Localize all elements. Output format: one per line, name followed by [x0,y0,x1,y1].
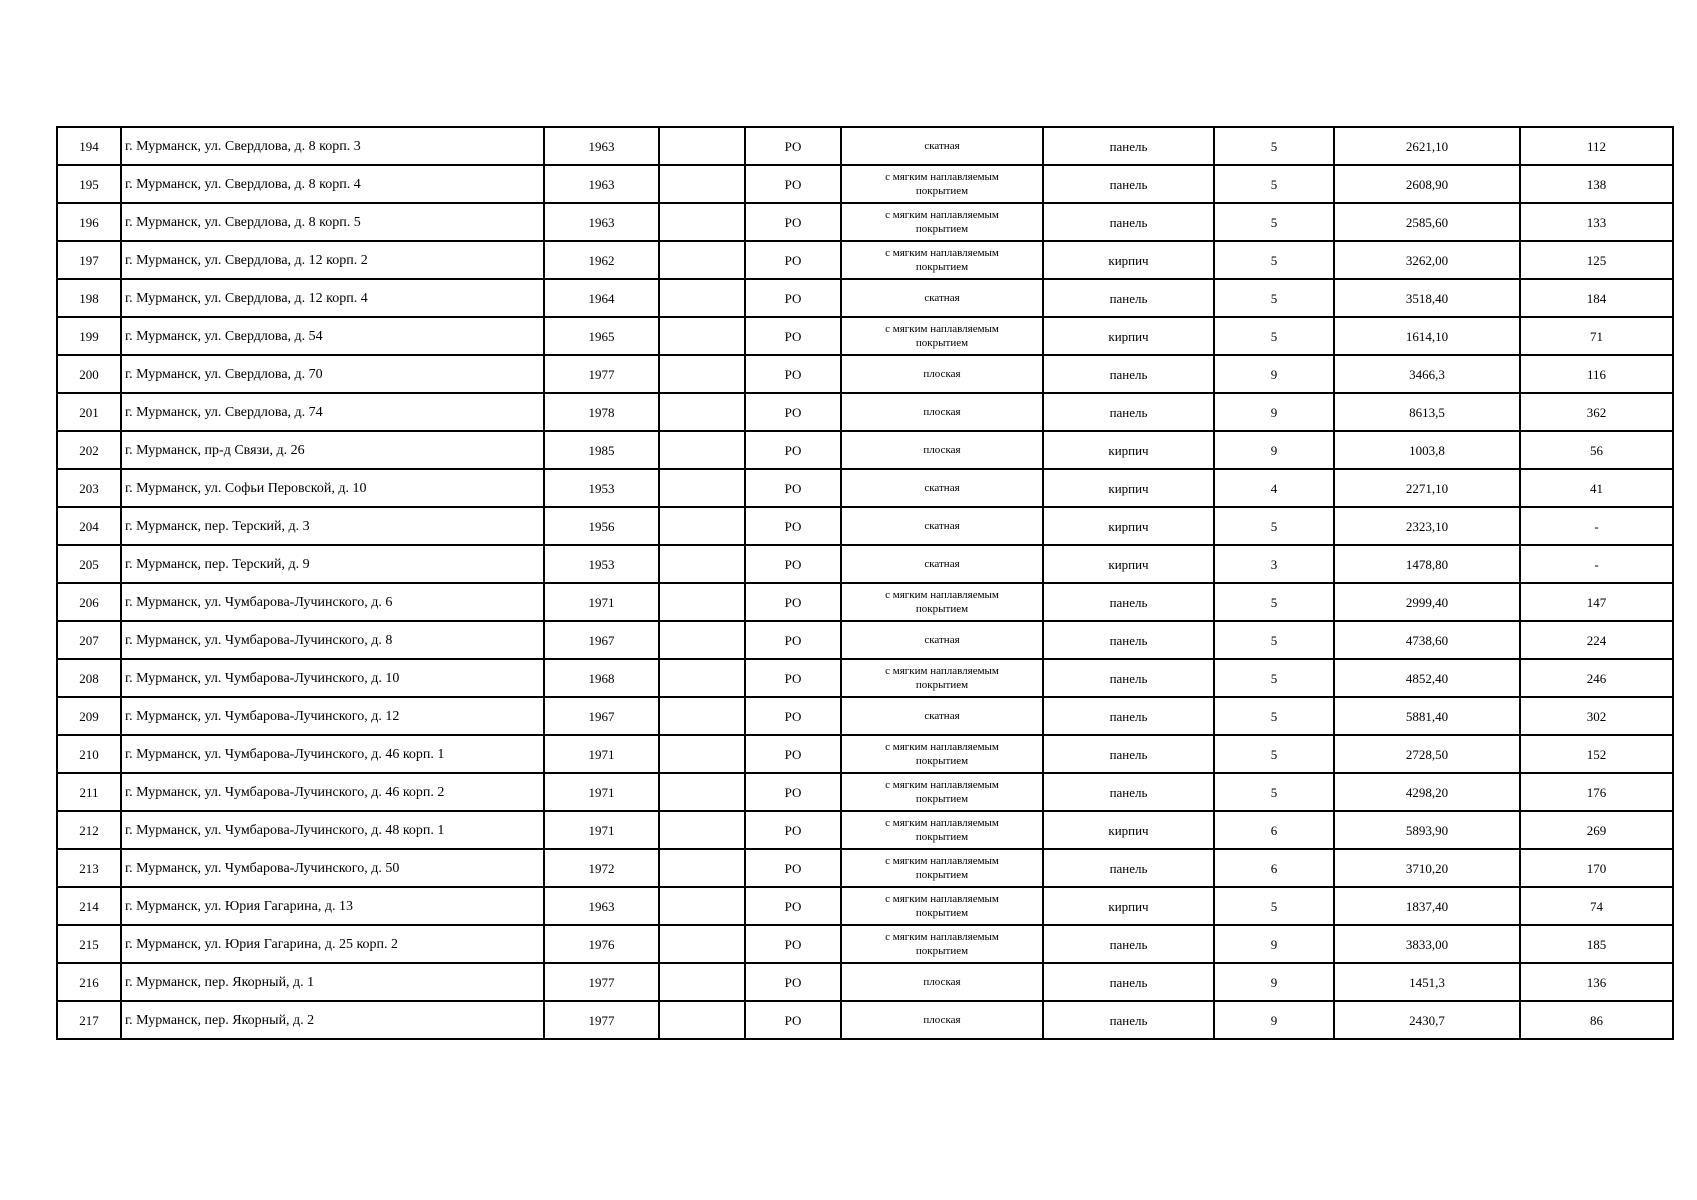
fund-method-cell: РО [745,811,841,849]
floors-cell: 3 [1214,545,1334,583]
address-cell: г. Мурманск, ул. Свердлова, д. 8 корп. 5 [121,203,544,241]
roof-type-text: плоская [923,444,961,456]
roof-type-text: с мягким наплавляемым покрытием [885,171,999,197]
fund-method-cell: РО [745,469,841,507]
blank-cell [659,393,745,431]
wall-material-cell: панель [1043,849,1214,887]
area-cell: 4298,20 [1334,773,1520,811]
fund-method-cell: РО [745,773,841,811]
residents-cell: 74 [1520,887,1673,925]
residents-cell: 152 [1520,735,1673,773]
area-cell: 2608,90 [1334,165,1520,203]
blank-cell [659,849,745,887]
blank-cell [659,583,745,621]
fund-method-cell: РО [745,507,841,545]
table-body [57,127,1673,1039]
area-cell: 3833,00 [1334,925,1520,963]
wall-material-cell: кирпич [1043,811,1214,849]
table-row [57,355,1673,393]
floors-cell: 6 [1214,849,1334,887]
address-cell: г. Мурманск, ул. Чумбарова-Лучинского, д. 46 корп. 1 [121,735,544,773]
blank-cell [659,317,745,355]
roof-type-cell [841,469,1043,507]
year-built-cell: 1965 [544,317,659,355]
roof-type-text: скатная [924,482,960,494]
floors-cell: 5 [1214,165,1334,203]
row-number-cell: 213 [57,849,121,887]
row-number-cell: 208 [57,659,121,697]
fund-method-cell: РО [745,431,841,469]
area-cell: 3710,20 [1334,849,1520,887]
roof-type-text: плоская [923,1014,961,1026]
blank-cell [659,659,745,697]
fund-method-cell: РО [745,317,841,355]
blank-cell [659,697,745,735]
area-cell: 2430,7 [1334,1001,1520,1039]
residents-cell: 302 [1520,697,1673,735]
roof-type-cell [841,583,1043,621]
blank-cell [659,279,745,317]
roof-type-cell [841,203,1043,241]
address-cell: г. Мурманск, ул. Свердлова, д. 74 [121,393,544,431]
year-built-cell: 1963 [544,127,659,165]
area-cell: 1003,8 [1334,431,1520,469]
floors-cell: 5 [1214,507,1334,545]
year-built-cell: 1971 [544,811,659,849]
roof-type-text: с мягким наплавляемым покрытием [885,855,999,881]
table-row [57,1001,1673,1039]
row-number-cell: 210 [57,735,121,773]
roof-type-text: скатная [924,634,960,646]
row-number-cell: 206 [57,583,121,621]
year-built-cell: 1956 [544,507,659,545]
address-cell: г. Мурманск, ул. Свердлова, д. 12 корп. 2 [121,241,544,279]
floors-cell: 9 [1214,925,1334,963]
wall-material-cell: кирпич [1043,317,1214,355]
area-cell: 2728,50 [1334,735,1520,773]
row-number-cell: 197 [57,241,121,279]
address-cell: г. Мурманск, пер. Терский, д. 3 [121,507,544,545]
blank-cell [659,887,745,925]
area-cell: 1451,3 [1334,963,1520,1001]
roof-type-cell [841,621,1043,659]
roof-type-cell [841,659,1043,697]
table-row [57,545,1673,583]
address-cell: г. Мурманск, пер. Якорный, д. 1 [121,963,544,1001]
table-row [57,697,1673,735]
table-row [57,773,1673,811]
area-cell: 3262,00 [1334,241,1520,279]
roof-type-text: с мягким наплавляемым покрытием [885,931,999,957]
blank-cell [659,621,745,659]
table-row [57,659,1673,697]
row-number-cell: 216 [57,963,121,1001]
year-built-cell: 1964 [544,279,659,317]
residents-cell: 86 [1520,1001,1673,1039]
row-number-cell: 214 [57,887,121,925]
roof-type-cell [841,735,1043,773]
year-built-cell: 1985 [544,431,659,469]
floors-cell: 4 [1214,469,1334,507]
residents-cell: 147 [1520,583,1673,621]
residents-cell: 136 [1520,963,1673,1001]
table-row [57,925,1673,963]
year-built-cell: 1953 [544,545,659,583]
fund-method-cell: РО [745,583,841,621]
roof-type-cell [841,165,1043,203]
year-built-cell: 1971 [544,773,659,811]
table-row [57,621,1673,659]
roof-type-cell [841,925,1043,963]
address-cell: г. Мурманск, ул. Юрия Гагарина, д. 13 [121,887,544,925]
roof-type-cell [841,697,1043,735]
roof-type-cell [841,773,1043,811]
address-cell: г. Мурманск, ул. Чумбарова-Лучинского, д. 10 [121,659,544,697]
fund-method-cell: РО [745,659,841,697]
blank-cell [659,773,745,811]
blank-cell [659,507,745,545]
floors-cell: 5 [1214,317,1334,355]
blank-cell [659,925,745,963]
table-row [57,507,1673,545]
row-number-cell: 203 [57,469,121,507]
blank-cell [659,165,745,203]
wall-material-cell: панель [1043,355,1214,393]
table-row [57,127,1673,165]
row-number-cell: 195 [57,165,121,203]
year-built-cell: 1977 [544,1001,659,1039]
wall-material-cell: кирпич [1043,545,1214,583]
floors-cell: 5 [1214,773,1334,811]
address-cell: г. Мурманск, ул. Чумбарова-Лучинского, д. 50 [121,849,544,887]
area-cell: 8613,5 [1334,393,1520,431]
wall-material-cell: панель [1043,127,1214,165]
area-cell: 1837,40 [1334,887,1520,925]
residents-cell: 112 [1520,127,1673,165]
floors-cell: 5 [1214,279,1334,317]
table-row [57,317,1673,355]
year-built-cell: 1976 [544,925,659,963]
residents-cell: 184 [1520,279,1673,317]
area-cell: 2999,40 [1334,583,1520,621]
fund-method-cell: РО [745,925,841,963]
roof-type-text: с мягким наплавляемым покрытием [885,817,999,843]
floors-cell: 9 [1214,1001,1334,1039]
address-cell: г. Мурманск, ул. Чумбарова-Лучинского, д. 8 [121,621,544,659]
residents-cell: 116 [1520,355,1673,393]
area-cell: 2585,60 [1334,203,1520,241]
row-number-cell: 204 [57,507,121,545]
wall-material-cell: кирпич [1043,469,1214,507]
fund-method-cell: РО [745,127,841,165]
wall-material-cell: панель [1043,279,1214,317]
floors-cell: 5 [1214,127,1334,165]
floors-cell: 5 [1214,697,1334,735]
roof-type-text: с мягким наплавляемым покрытием [885,209,999,235]
roof-type-text: скатная [924,520,960,532]
table-row [57,583,1673,621]
wall-material-cell: кирпич [1043,241,1214,279]
fund-method-cell: РО [745,393,841,431]
address-cell: г. Мурманск, ул. Свердлова, д. 70 [121,355,544,393]
residents-cell: 56 [1520,431,1673,469]
fund-method-cell: РО [745,355,841,393]
row-number-cell: 217 [57,1001,121,1039]
area-cell: 3518,40 [1334,279,1520,317]
table-row [57,279,1673,317]
year-built-cell: 1963 [544,887,659,925]
residents-cell: 71 [1520,317,1673,355]
roof-type-text: плоская [923,406,961,418]
area-cell: 1614,10 [1334,317,1520,355]
area-cell: 2271,10 [1334,469,1520,507]
wall-material-cell: панель [1043,621,1214,659]
address-cell: г. Мурманск, ул. Чумбарова-Лучинского, д. 46 корп. 2 [121,773,544,811]
area-cell: 5893,90 [1334,811,1520,849]
wall-material-cell: панель [1043,165,1214,203]
year-built-cell: 1971 [544,583,659,621]
wall-material-cell: панель [1043,963,1214,1001]
area-cell: 1478,80 [1334,545,1520,583]
fund-method-cell: РО [745,1001,841,1039]
roof-type-cell [841,393,1043,431]
roof-type-text: с мягким наплавляемым покрытием [885,589,999,615]
roof-type-text: с мягким наплавляемым покрытием [885,665,999,691]
year-built-cell: 1967 [544,697,659,735]
address-cell: г. Мурманск, ул. Свердлова, д. 8 корп. 4 [121,165,544,203]
roof-type-cell [841,963,1043,1001]
residents-cell: 125 [1520,241,1673,279]
roof-type-cell [841,507,1043,545]
roof-type-cell [841,1001,1043,1039]
year-built-cell: 1967 [544,621,659,659]
floors-cell: 5 [1214,241,1334,279]
residents-cell: 185 [1520,925,1673,963]
wall-material-cell: панель [1043,773,1214,811]
address-cell: г. Мурманск, ул. Свердлова, д. 54 [121,317,544,355]
wall-material-cell: панель [1043,393,1214,431]
residents-cell: 170 [1520,849,1673,887]
table-row [57,849,1673,887]
address-cell: г. Мурманск, пер. Терский, д. 9 [121,545,544,583]
row-number-cell: 215 [57,925,121,963]
roof-type-text: скатная [924,558,960,570]
year-built-cell: 1971 [544,735,659,773]
fund-method-cell: РО [745,963,841,1001]
roof-type-text: с мягким наплавляемым покрытием [885,741,999,767]
table-row [57,165,1673,203]
year-built-cell: 1972 [544,849,659,887]
area-cell: 2621,10 [1334,127,1520,165]
wall-material-cell: панель [1043,583,1214,621]
year-built-cell: 1962 [544,241,659,279]
blank-cell [659,545,745,583]
blank-cell [659,1001,745,1039]
row-number-cell: 196 [57,203,121,241]
residents-cell: 224 [1520,621,1673,659]
year-built-cell: 1953 [544,469,659,507]
table-row [57,811,1673,849]
fund-method-cell: РО [745,165,841,203]
area-cell: 4852,40 [1334,659,1520,697]
address-cell: г. Мурманск, ул. Свердлова, д. 8 корп. 3 [121,127,544,165]
residents-cell: 176 [1520,773,1673,811]
residents-cell: 41 [1520,469,1673,507]
row-number-cell: 205 [57,545,121,583]
fund-method-cell: РО [745,697,841,735]
address-cell: г. Мурманск, пер. Якорный, д. 2 [121,1001,544,1039]
row-number-cell: 209 [57,697,121,735]
area-cell: 5881,40 [1334,697,1520,735]
floors-cell: 5 [1214,659,1334,697]
wall-material-cell: панель [1043,203,1214,241]
row-number-cell: 212 [57,811,121,849]
year-built-cell: 1968 [544,659,659,697]
row-number-cell: 201 [57,393,121,431]
wall-material-cell: панель [1043,735,1214,773]
wall-material-cell: кирпич [1043,507,1214,545]
row-number-cell: 194 [57,127,121,165]
fund-method-cell: РО [745,203,841,241]
roof-type-text: с мягким наплавляемым покрытием [885,323,999,349]
blank-cell [659,431,745,469]
area-cell: 4738,60 [1334,621,1520,659]
year-built-cell: 1963 [544,203,659,241]
roof-type-text: с мягким наплавляемым покрытием [885,893,999,919]
wall-material-cell: панель [1043,659,1214,697]
address-cell: г. Мурманск, ул. Чумбарова-Лучинского, д. 12 [121,697,544,735]
floors-cell: 6 [1214,811,1334,849]
roof-type-cell [841,811,1043,849]
fund-method-cell: РО [745,849,841,887]
table-row [57,469,1673,507]
fund-method-cell: РО [745,279,841,317]
blank-cell [659,811,745,849]
roof-type-cell [841,545,1043,583]
residents-cell: - [1520,545,1673,583]
fund-method-cell: РО [745,887,841,925]
table-row [57,393,1673,431]
roof-type-text: скатная [924,292,960,304]
residents-cell: 246 [1520,659,1673,697]
roof-type-text: скатная [924,710,960,722]
roof-type-text: плоская [923,368,961,380]
table-row [57,735,1673,773]
floors-cell: 5 [1214,887,1334,925]
year-built-cell: 1977 [544,963,659,1001]
address-cell: г. Мурманск, ул. Юрия Гагарина, д. 25 корп. 2 [121,925,544,963]
row-number-cell: 199 [57,317,121,355]
wall-material-cell: панель [1043,697,1214,735]
address-cell: г. Мурманск, ул. Чумбарова-Лучинского, д. 48 корп. 1 [121,811,544,849]
residents-cell: 138 [1520,165,1673,203]
address-cell: г. Мурманск, ул. Чумбарова-Лучинского, д. 6 [121,583,544,621]
floors-cell: 9 [1214,431,1334,469]
roof-type-cell [841,127,1043,165]
fund-method-cell: РО [745,735,841,773]
row-number-cell: 202 [57,431,121,469]
table-row [57,203,1673,241]
blank-cell [659,735,745,773]
address-cell: г. Мурманск, пр-д Связи, д. 26 [121,431,544,469]
wall-material-cell: панель [1043,1001,1214,1039]
year-built-cell: 1977 [544,355,659,393]
roof-type-cell [841,431,1043,469]
row-number-cell: 200 [57,355,121,393]
wall-material-cell: кирпич [1043,887,1214,925]
address-cell: г. Мурманск, ул. Свердлова, д. 12 корп. 4 [121,279,544,317]
residents-cell: - [1520,507,1673,545]
blank-cell [659,127,745,165]
roof-type-text: плоская [923,976,961,988]
address-cell: г. Мурманск, ул. Софьи Перовской, д. 10 [121,469,544,507]
roof-type-cell [841,317,1043,355]
row-number-cell: 211 [57,773,121,811]
roof-type-cell [841,241,1043,279]
floors-cell: 5 [1214,621,1334,659]
wall-material-cell: кирпич [1043,431,1214,469]
year-built-cell: 1963 [544,165,659,203]
blank-cell [659,469,745,507]
roof-type-text: с мягким наплавляемым покрытием [885,247,999,273]
floors-cell: 9 [1214,393,1334,431]
residents-cell: 133 [1520,203,1673,241]
floors-cell: 5 [1214,735,1334,773]
roof-type-cell [841,887,1043,925]
roof-type-text: с мягким наплавляемым покрытием [885,779,999,805]
residents-cell: 269 [1520,811,1673,849]
roof-type-cell [841,849,1043,887]
floors-cell: 9 [1214,355,1334,393]
table-row [57,887,1673,925]
floors-cell: 5 [1214,583,1334,621]
area-cell: 2323,10 [1334,507,1520,545]
fund-method-cell: РО [745,621,841,659]
blank-cell [659,241,745,279]
blank-cell [659,963,745,1001]
fund-method-cell: РО [745,241,841,279]
floors-cell: 5 [1214,203,1334,241]
table-row [57,963,1673,1001]
roof-type-text: скатная [924,140,960,152]
blank-cell [659,203,745,241]
roof-type-cell [841,279,1043,317]
year-built-cell: 1978 [544,393,659,431]
residents-cell: 362 [1520,393,1673,431]
fund-method-cell: РО [745,545,841,583]
area-cell: 3466,3 [1334,355,1520,393]
table-row [57,241,1673,279]
table-row [57,431,1673,469]
floors-cell: 9 [1214,963,1334,1001]
row-number-cell: 198 [57,279,121,317]
wall-material-cell: панель [1043,925,1214,963]
housing-stock-table [56,126,1674,1040]
roof-type-cell [841,355,1043,393]
blank-cell [659,355,745,393]
row-number-cell: 207 [57,621,121,659]
